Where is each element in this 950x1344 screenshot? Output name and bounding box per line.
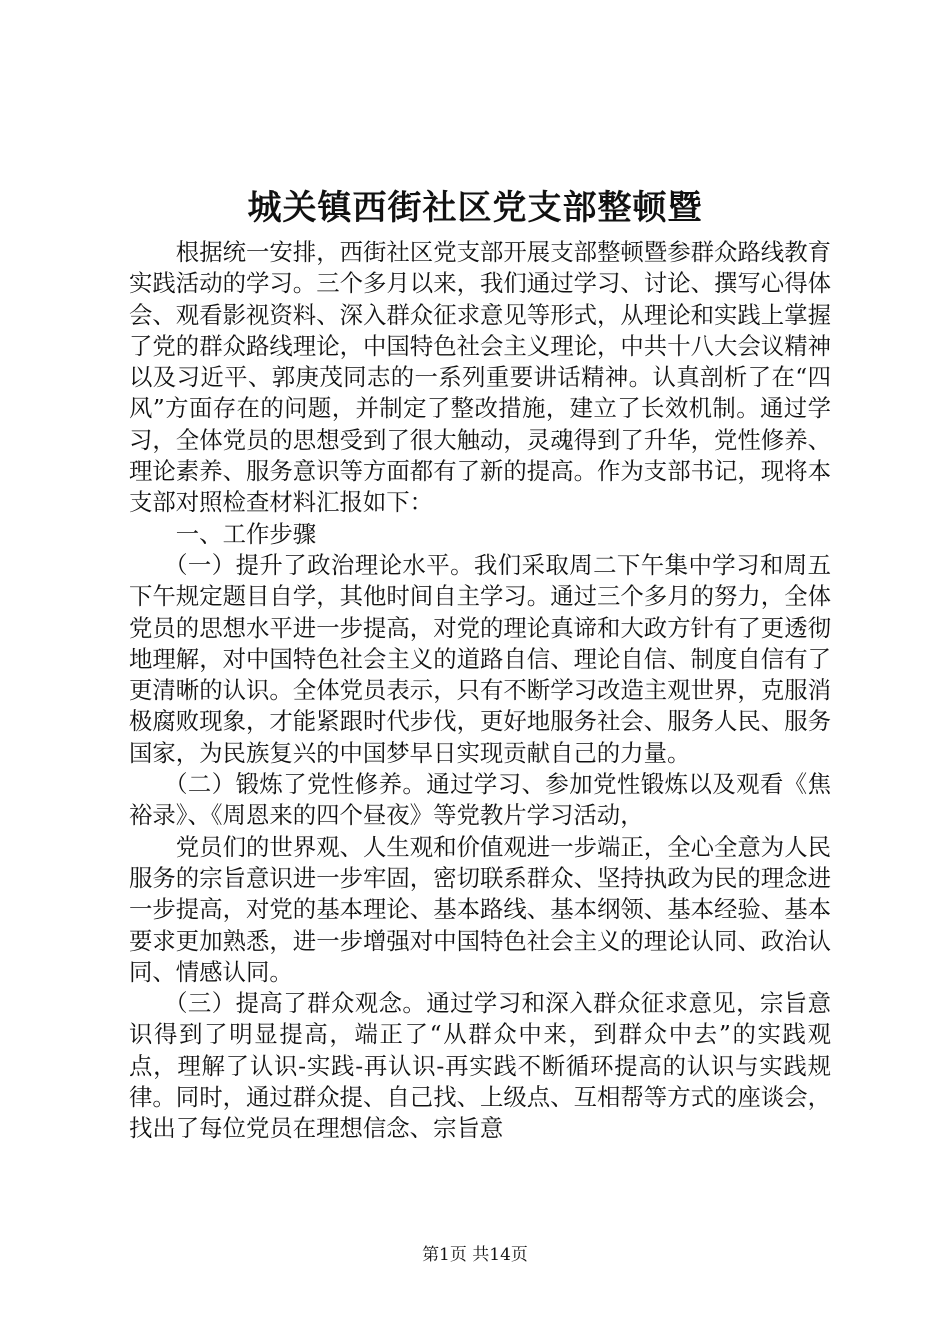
paragraph-intro: 根据统一安排，西街社区党支部开展支部整顿暨参群众路线教育实践活动的学习。三个多月以来，我们通过学习、讨论、撰写心得体会、观看影视资料、深入群众征求意见等形式，从理论和实践上掌握了党的群众路线理论，中国特色社会主义理论，中共十八大会议精神以及习近平、郭庚茂同志的一系列重要讲话精神。认真剖析了在“四风”方面存在的问题，并制定了整改措施，建立了长效机制。通过学习，全体党员的思想受到了很大触动，灵魂得到了升华，党性修养、理论素养、服务意识等方面都有了新的提高。作为支部书记，现将本支部对照检查材料汇报如下： [129, 238, 831, 517]
paragraph-political-theory: （一）提升了政治理论水平。我们采取周二下午集中学习和周五下午规定题目自学，其他时间自主学习。通过三个多月的努力，全体党员的思想水平进一步提高，对党的理论真谛和大政方针有了更透彻地理解，对中国特色社会主义的道路自信、理论自信、制度自信有了更清晰的认识。全体党员表示，只有不断学习改造主观世界，克服消极腐败现象，才能紧跟时代步伐，更好地服务社会、服务人民、服务国家，为民族复兴的中国梦早日实现贡献自己的力量。 [129, 550, 831, 767]
paragraph-mass-concept: （三）提高了群众观念。通过学习和深入群众征求意见，宗旨意识得到了明显提高，端正了“从群众中来，到群众中去”的实践观点，理解了认识-实践-再认识-再实践不断循环提高的认识与实践规律。同时，通过群众提、自己找、上级点、互相帮等方式的座谈会，找出了每位党员在理想信念、宗旨意 [129, 989, 831, 1143]
paragraph-worldview: 党员们的世界观、人生观和价值观进一步端正，全心全意为人民服务的宗旨意识进一步牢固，密切联系群众、坚持执政为民的理念进一步提高，对党的基本理论、基本路线、基本纲领、基本经验、基本要求更加熟悉，进一步增强对中国特色社会主义的理论认同、政治认同、情感认同。 [129, 832, 831, 986]
section-heading-work-steps: 一、工作步骤 [175, 519, 317, 548]
page-number-footer: 第1页 共14页 [422, 1245, 528, 1265]
paragraph-party-spirit: （二）锻炼了党性修养。通过学习、参加党性锻炼以及观看《焦裕录》、《周恩来的四个昼夜》等党教片学习活动， [129, 770, 831, 830]
document-title: 城关镇西街社区党支部整顿暨 [247, 188, 703, 228]
document-body [129, 237, 831, 1145]
